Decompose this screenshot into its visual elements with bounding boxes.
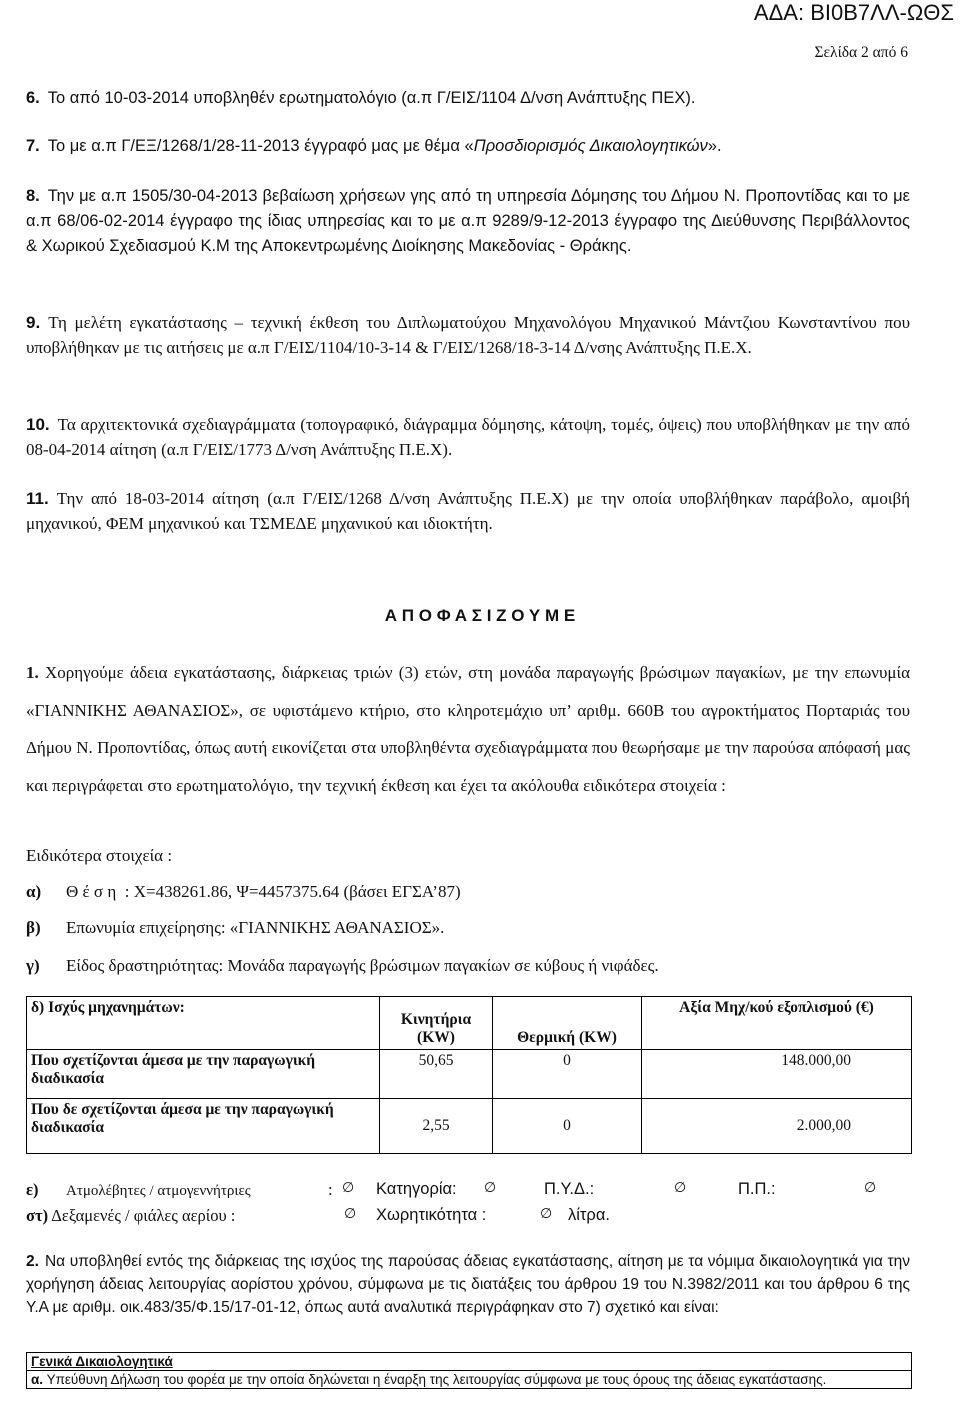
detail-a-key: Θ έ σ η	[66, 882, 117, 901]
item-text-italic: Προσδιορισμός Δικαιολογητικών	[473, 137, 708, 155]
item-text: Τη μελέτη εγκατάστασης – τεχνική έκθεση του Διπλωματούχου Μηχανολόγου Μηχανικού Μάντζιου Κωνσταντίνου που υποβλήθηκαν με τις αιτήσεις με α.π Γ/ΕΙΣ/1104/10-3-14 & Γ/ΕΙΣ/1268/18-3-14 Δ/νσης Ανάπτυξης Π.Ε.Χ.	[26, 313, 910, 357]
unit-label: λίτρα.	[568, 1206, 610, 1224]
item-text: Την με α.π 1505/30-04-2013 βεβαίωση χρήσεων γης από τη υπηρεσία Δόμησης του Δήμου Ν. Προποντίδας και το με α.π 68/06-02-2014 έγγραφο της ίδιας υπηρεσίας και το με α.π 9289/9-12-2013 έγγραφο της Διεύθυνσης Περιβάλλοντος & Χωρικού Σχεδιασμού Κ.Μ της Αποκεντρωμένης Διοίκησης Μακεδονίας - Θράκης.	[26, 187, 910, 255]
row-thermal: 0	[493, 1099, 642, 1154]
table-row	[27, 1371, 912, 1389]
col-value: Αξία Μηχ/κού εξοπλισμού (€)	[642, 997, 912, 1050]
detail-a-label: α)	[26, 882, 42, 901]
decision-heading: Α Π Ο Φ Α Σ Ι Ζ Ο Υ Μ Ε	[384, 606, 576, 625]
decision-text: Να υποβληθεί εντός της διάρκειας της ισχύος της παρούσας άδειας εγκατάστασης, αίτηση με τα νόμιμα δικαιολογητικά για την χορήγηση άδειας λειτουργίας αορίστου χρόνου, σύμφωνα με τις διατάξεις του άρθρου 19 του Ν.3982/2011 και του άρθρου 6 της Υ.Α με αριθμ. οικ.483/35/Φ.15/17-01-12, όπως αυτά αναλυτικά περιγράφηκαν στο 7) σχετικό και είναι:	[26, 1253, 910, 1316]
empty-set-icon: ∅	[540, 1206, 553, 1222]
decision-number: 1.	[26, 663, 39, 682]
power-table	[26, 996, 912, 1154]
detail-b	[26, 918, 910, 938]
list-item	[26, 412, 910, 462]
list-item	[26, 486, 910, 536]
item-number: 7.	[26, 137, 40, 155]
py-label: Π.Υ.Δ.:	[544, 1180, 595, 1198]
item-number: 11.	[26, 489, 49, 508]
detail-e-label: ε)	[26, 1180, 39, 1199]
col-thermal: Θερμική (KW)	[493, 997, 642, 1050]
list-item	[26, 310, 910, 360]
general-docs-table	[26, 1352, 912, 1389]
item-text: Την από 18-03-2014 αίτηση (α.π Γ/ΕΙΣ/1268 Δ/νση Ανάπτυξης Π.Ε.Χ) με την οποία υποβλήθηκαν παράβολο, αμοιβή μηχανικού, ΦΕΜ μηχανικού και ΤΣΜΕΔΕ μηχανικού και ιδιοκτήτη.	[26, 489, 910, 533]
decision-text: Χορηγούμε άδεια εγκατάστασης, διάρκειας τριών (3) ετών, στη μονάδα παραγωγής βρώσιμων παγακίων, με την επωνυμία «ΓΙΑΝΝΙΚΗΣ ΑΘΑΝΑΣΙΟΣ», σε υφιστάμενο κτήριο, στο κληροτεμάχιο υπ’ αριθμ. 660Β του αγροκτήματος Πορταριάς του Δήμου Ν. Προποντίδας, όπως αυτή εικονίζεται στα υποβληθέντα σχεδιαγράμματα που θεωρήσαμε με την παρούσα απόφασή μας και περιγράφεται στο ερωτηματολόγιο, την τεχνική έκθεση και έχει τα ακόλουθα ειδικότερα στοιχεία :	[26, 663, 910, 795]
decision-2	[26, 1250, 910, 1319]
row-label: Που σχετίζονται άμεσα με την παραγωγική διαδικασία	[27, 1050, 380, 1099]
detail-st	[26, 1206, 910, 1226]
detail-b-text: Επωνυμία επιχείρησης: «ΓΙΑΝΝΙΚΗΣ ΑΘΑΝΑΣΙΟΣ».	[66, 918, 445, 937]
empty-set-icon: ∅	[864, 1180, 877, 1196]
capacity-label: Χωρητικότητα :	[376, 1206, 487, 1224]
detail-a-value: : Χ=438261.86, Ψ=4457375.64 (βάσει ΕΓΣΑ’87)	[124, 882, 461, 901]
category-label: Κατηγορία:	[376, 1180, 457, 1198]
row-kinetic: 50,65	[380, 1050, 493, 1099]
col-kinetic: Κινητήρια (KW)	[380, 997, 493, 1050]
ada-code: ΑΔΑ: ΒΙ0Β7ΛΛ-ΩΘΣ	[753, 0, 954, 25]
decision-number: 2.	[26, 1253, 39, 1270]
detail-c-label: γ)	[26, 956, 40, 975]
detail-c-text: Είδος δραστηριότητας: Μονάδα παραγωγής βρώσιμων παγακίων σε κύβους ή νιφάδες.	[66, 956, 659, 975]
pp-label: Π.Π.:	[738, 1180, 776, 1198]
row-thermal: 0	[493, 1050, 642, 1099]
row-kinetic: 2,55	[380, 1099, 493, 1154]
table-row	[27, 1099, 912, 1154]
detail-st-label: στ)	[26, 1206, 49, 1225]
detail-c	[26, 956, 910, 976]
detail-e	[26, 1180, 910, 1200]
detail-b-label: β)	[26, 918, 41, 937]
item-text-after: ».	[707, 137, 722, 155]
decision-1	[26, 654, 910, 804]
detail-e-colon: :	[328, 1180, 333, 1199]
empty-set-icon: ∅	[342, 1180, 355, 1196]
details-label: Ειδικότερα στοιχεία :	[26, 846, 173, 865]
page-number: Σελίδα 2 από 6	[814, 44, 908, 61]
row-label: Που δε σχετίζονται άμεσα με την παραγωγική διαδικασία	[27, 1099, 380, 1154]
detail-st-text: Δεξαμενές / φιάλες αερίου :	[51, 1206, 236, 1225]
list-item	[26, 134, 910, 159]
empty-set-icon: ∅	[674, 1180, 687, 1196]
empty-set-icon: ∅	[344, 1206, 357, 1222]
empty-set-icon: ∅	[484, 1180, 497, 1196]
table-row	[27, 1050, 912, 1099]
item-number: 8.	[26, 187, 40, 205]
general-docs-header: Γενικά Δικαιολογητικά	[27, 1353, 912, 1371]
row-a-text: Υπεύθυνη Δήλωση του φορέα με την οποία δηλώνεται η έναρξη της λειτουργίας σύμφωνα με τους όρους της άδειας εγκατάστασης.	[46, 1372, 827, 1387]
row-value: 2.000,00	[642, 1099, 912, 1154]
detail-a	[26, 882, 910, 902]
item-text: Το από 10-03-2014 υποβληθέν ερωτηματολόγιο (α.π Γ/ΕΙΣ/1104 Δ/νση Ανάπτυξης ΠΕΧ).	[47, 89, 696, 107]
list-item	[26, 86, 910, 111]
power-table-title: δ) Ισχύς μηχανημάτων:	[27, 997, 380, 1050]
item-number: 6.	[26, 89, 40, 107]
item-text: Τα αρχιτεκτονικά σχεδιαγράμματα (τοπογραφικό, διάγραμμα δόμησης, κάτοψη, τομές, όψεις) που υποβλήθηκαν με την από 08-04-2014 αίτηση (α.π Γ/ΕΙΣ/1773 Δ/νση Ανάπτυξης Π.Ε.Χ).	[26, 415, 910, 459]
detail-e-text: Ατμολέβητες / ατμογεννήτριες	[66, 1183, 251, 1199]
item-number: 10.	[26, 415, 50, 434]
row-value: 148.000,00	[642, 1050, 912, 1099]
row-a-label: α.	[31, 1372, 44, 1387]
list-item	[26, 184, 910, 259]
item-text: Το με α.π Γ/ΕΞ/1268/1/28-11-2013 έγγραφό μας με θέμα «	[47, 137, 474, 155]
item-number: 9.	[26, 313, 41, 332]
